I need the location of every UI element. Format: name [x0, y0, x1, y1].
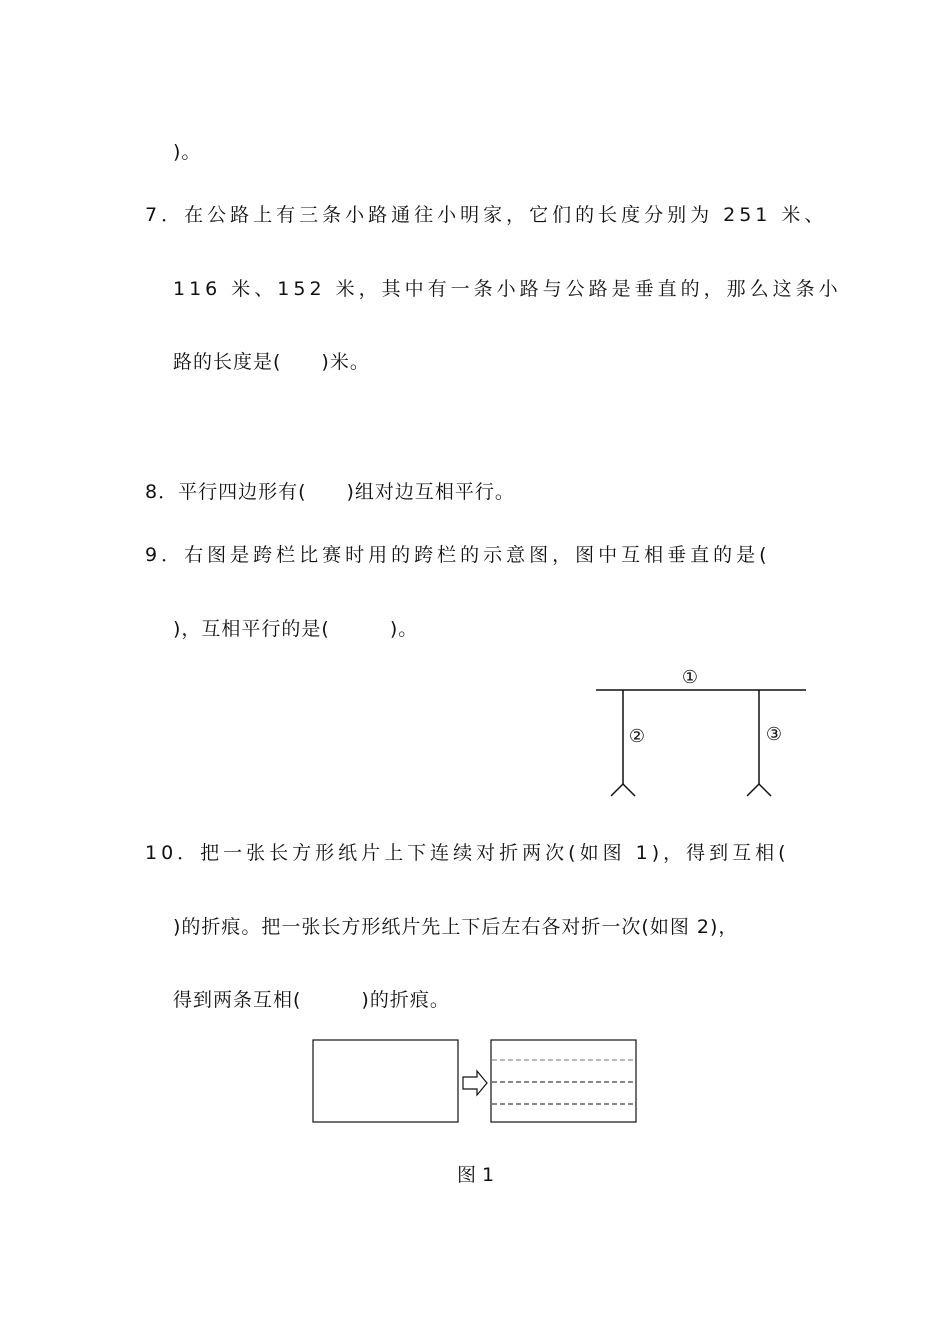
hurdle-left-foot — [611, 784, 635, 796]
hurdle-label-2: ② — [628, 726, 646, 747]
figure-1-caption: 图 1 — [457, 1164, 495, 1186]
hurdle-right-foot — [747, 784, 771, 796]
question-7-line-2: 116 米、152 米，其中有一条小路与公路是垂直的，那么这条小 — [173, 278, 842, 300]
question-7-line-3: 路的长度是( )米。 — [173, 351, 370, 373]
question-7-line-1: 7．在公路上有三条小路通往小明家，它们的长度分别为 251 米、 — [145, 204, 828, 226]
unfolded-paper — [313, 1040, 458, 1122]
folded-paper — [491, 1040, 636, 1122]
hurdle-label-1: ① — [681, 667, 699, 688]
question-9-line-1: 9．右图是跨栏比赛时用的跨栏的示意图，图中互相垂直的是( — [145, 544, 771, 566]
question-8-line-1: 8．平行四边形有( )组对边互相平行。 — [145, 481, 515, 503]
hurdle-label-3: ③ — [765, 724, 783, 745]
question-10-line-2: )的折痕。把一张长方形纸片先上下后左右各对折一次(如图 2)， — [173, 916, 739, 938]
fold-diagram — [310, 1037, 650, 1127]
hurdle-diagram — [590, 660, 810, 800]
continuation-line: )。 — [173, 141, 202, 163]
question-9-line-2: )，互相平行的是( )。 — [173, 618, 419, 640]
question-10-line-1: 10．把一张长方形纸片上下连续对折两次(如图 1)，得到互相( — [145, 842, 790, 864]
question-10-line-3: 得到两条互相( )的折痕。 — [173, 989, 450, 1011]
arrow-icon — [463, 1071, 487, 1095]
